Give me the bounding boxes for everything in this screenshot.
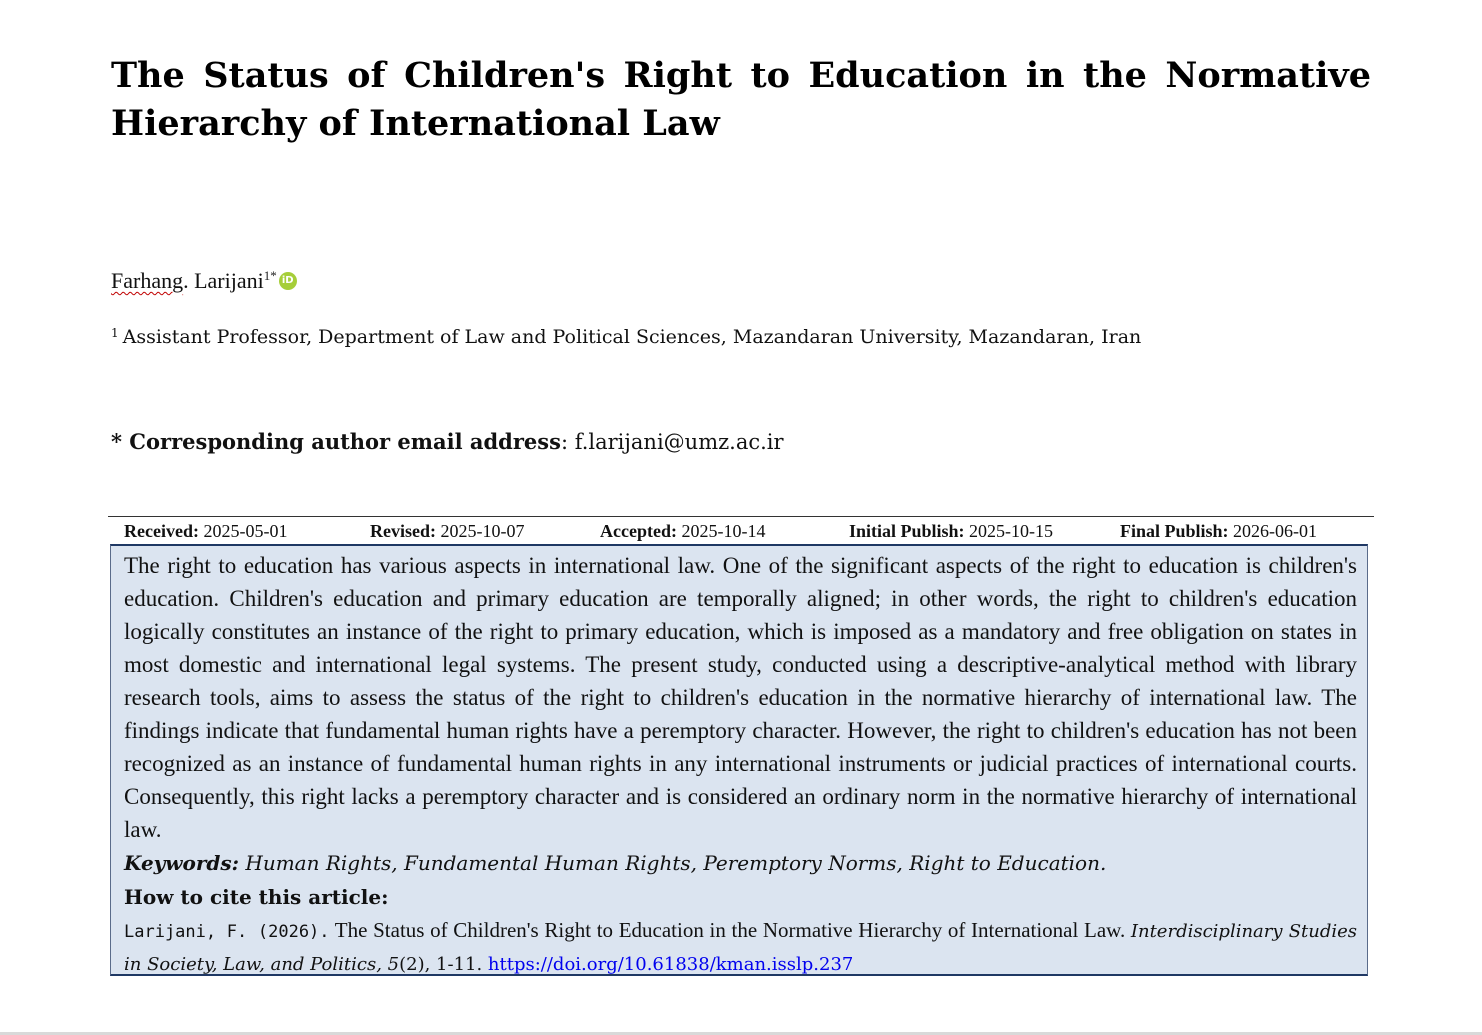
author-last-name: . Larijani bbox=[183, 268, 264, 293]
orcid-icon[interactable]: iD bbox=[279, 272, 297, 290]
citation-issue-pages: (2), 1-11. bbox=[399, 954, 488, 975]
author-line bbox=[111, 262, 297, 295]
date-received: Received: 2025-05-01 bbox=[124, 521, 288, 541]
affiliation-text: Assistant Professor, Department of Law and Political Sciences, Mazandaran University, Mazandaran, Iran bbox=[122, 326, 1142, 348]
affiliation-number: 1 bbox=[111, 326, 119, 340]
abstract-box bbox=[110, 544, 1368, 976]
citation-heading: How to cite this article: bbox=[124, 885, 389, 909]
author-affiliation bbox=[111, 320, 1141, 350]
publication-dates bbox=[108, 516, 1374, 545]
corresponding-author bbox=[111, 428, 784, 456]
author-affiliation-marker: 1* bbox=[263, 268, 277, 283]
email-separator: : bbox=[560, 430, 575, 454]
abstract-text: The right to education has various aspects in international law. One of the significant aspects of the right to education is children's education. Children's education and primary education are temporally aligned; in other words, the right to children's education logically constitutes an instance of the right to primary education, which is imposed as a mandatory and free obligation on states in most domestic and international legal systems. The present study, conducted using a descriptive-analytical method with library research tools, aims to assess the status of the right to children's education in the normative hierarchy of international law. The findings indicate that fundamental human rights have a peremptory character. However, the right to children's education has not been recognized as an instance of fundamental human rights in any international instruments or judicial practices of international courts. Consequently, this right lacks a peremptory character and is considered an ordinary norm in the normative hierarchy of international law. bbox=[124, 553, 1357, 842]
corresponding-author-email: f.larijani@umz.ac.ir bbox=[574, 430, 784, 454]
date-initial-publish: Initial Publish: 2025-10-15 bbox=[849, 521, 1054, 541]
date-revised: Revised: 2025-10-07 bbox=[370, 521, 525, 541]
date-final-publish: Final Publish: 2026-06-01 bbox=[1120, 521, 1318, 541]
citation-journal: Interdisciplinary Studies in Society, Law, and Politics, 5 bbox=[124, 921, 1358, 975]
article-title: The Status of Children's Right to Education in the Normative Hierarchy of International Law bbox=[111, 55, 1371, 144]
citation-author-year: Larijani, F. (2026). bbox=[124, 922, 330, 942]
keywords-label: Keywords: bbox=[124, 851, 240, 875]
citation-text bbox=[124, 915, 1357, 980]
keywords bbox=[124, 848, 1357, 878]
keywords-list: Human Rights, Fundamental Human Rights, Peremptory Norms, Right to Education. bbox=[239, 851, 1107, 875]
citation-title: The Status of Children's Right to Education in the Normative Hierarchy of International Law. bbox=[329, 918, 1131, 942]
author-first-name: Farhang bbox=[111, 268, 184, 293]
date-accepted: Accepted: 2025-10-14 bbox=[600, 521, 766, 541]
doi-link[interactable]: https://doi.org/10.61838/kman.isslp.237 bbox=[487, 954, 854, 975]
corresponding-author-label: * Corresponding author email address bbox=[111, 429, 561, 454]
